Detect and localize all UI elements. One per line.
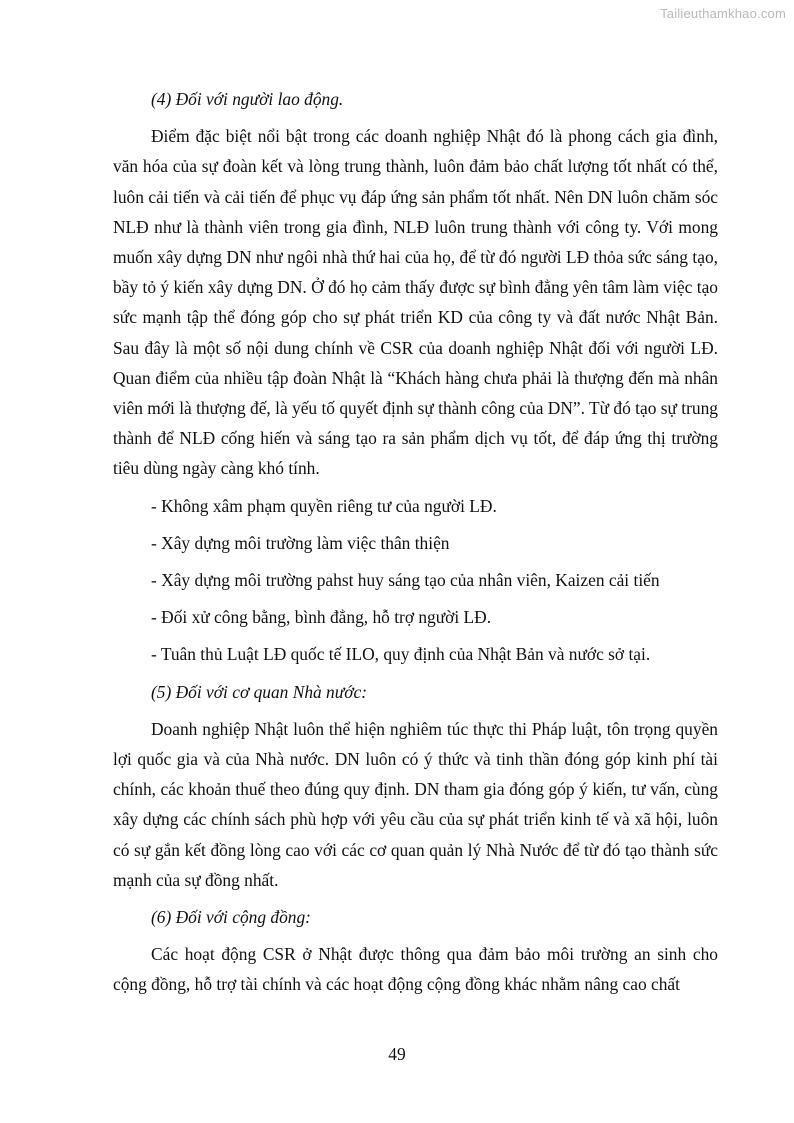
bullet-item: - Xây dựng môi trường pahst huy sáng tạo của nhân viên, Kaizen cải tiến (151, 570, 660, 591)
section-heading-community: (6) Đối với cộng đồng: (151, 907, 311, 928)
document-body (113, 84, 718, 1007)
bullet-item: - Tuân thủ Luật LĐ quốc tế ILO, quy định của Nhật Bản và nước sở tại. (151, 644, 651, 665)
paragraph-state: Doanh nghiệp Nhật luôn thể hiện nghiêm túc thực thi Pháp luật, tôn trọng quyền lợi quốc gia và của Nhà nước. DN luôn có ý thức và tinh thần đóng góp kinh phí tài chính, các khoản thuế theo đúng quy định. DN tham gia đóng góp ý kiến, tư vấn, cùng xây dựng các chính sách phù hợp với yêu cầu của sự phát triển kinh tế và xã hội, luôn có sự gắn kết đồng lòng cao với các cơ quan quản lý Nhà Nước để từ đó tạo thành sức mạnh của sự đồng nhất. (113, 718, 718, 890)
paragraph-labor: Điểm đặc biệt nổi bật trong các doanh nghiệp Nhật đó là phong cách gia đình, văn hóa của sự đoàn kết và lòng trung thành, luôn đảm bảo chất lượng tốt nhất có thể, luôn cải tiến và cải tiến để phục vụ đáp ứng sản phẩm tốt nhất. Nên DN luôn chăm sóc NLĐ như là thành viên trong gia đình, NLĐ luôn trung thành với công ty. Với mong muốn xây dựng DN như ngôi nhà thứ hai của họ, để từ đó người LĐ thỏa sức sáng tạo, bầy tỏ ý kiến xây dựng DN. Ở đó họ cảm thấy được sự bình đẳng yên tâm làm việc tạo sức mạnh tập thể đóng góp cho sự phát triển KD của công ty và đất nước Nhật Bản. Sau đây là một số nội dung chính về CSR của doanh nghiệp Nhật đối với người LĐ. Quan điểm của nhiều tập đoàn Nhật là “Khách hàng chưa phải là thượng đến mà nhân viên mới là thượng đế, là yếu tố quyết định sự thành công của DN”. Từ đó tạo sự trung thành để NLĐ cống hiến và sáng tạo ra sản phẩm dịch vụ tốt, để đáp ứng thị trường tiêu dùng ngày càng khó tính. (113, 126, 718, 479)
page-number: 49 (388, 1044, 406, 1064)
bullet-item: - Không xâm phạm quyền riêng tư của người LĐ. (151, 495, 497, 516)
paragraph-community: Các hoạt động CSR ở Nhật được thông qua đảm bảo môi trường an sinh cho cộng đồng, hỗ trợ tài chính và các hoạt động cộng đồng khác nhằm nâng cao chất (113, 944, 718, 995)
section-heading-state: (5) Đối với cơ quan Nhà nước: (151, 681, 368, 702)
section-heading-labor: (4) Đối với người lao động. (151, 89, 344, 109)
watermark: Tailieuthamkhao.com (660, 6, 786, 21)
bullet-item: - Đối xử công bằng, bình đẳng, hỗ trợ người LĐ. (151, 607, 492, 628)
bullet-item: - Xây dựng môi trường làm việc thân thiện (151, 532, 450, 553)
